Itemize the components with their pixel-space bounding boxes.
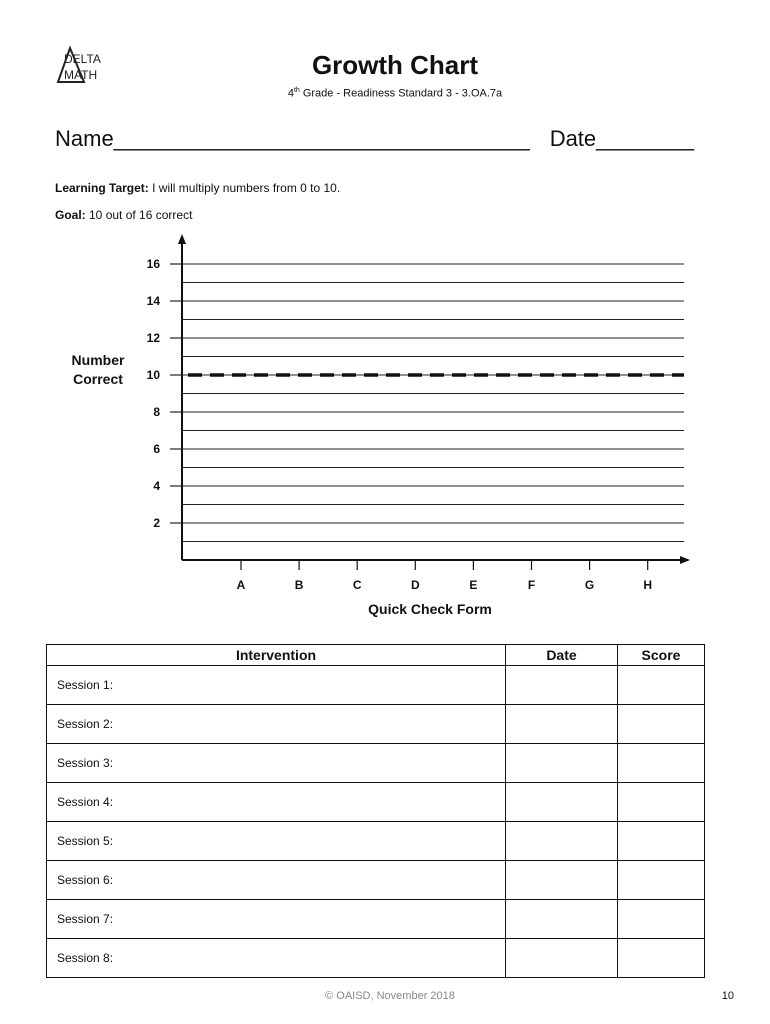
x-tick-label: E (469, 578, 478, 592)
svg-text:MATH: MATH (64, 68, 98, 82)
session-label: Session 5: (47, 822, 506, 861)
x-tick-label: D (410, 578, 420, 592)
name-field: Name__________________________________ (55, 126, 530, 151)
page-number: 10 (721, 990, 734, 1002)
y-tick-label: 6 (153, 442, 160, 456)
y-tick-label: 4 (153, 479, 160, 493)
x-tick-label: B (294, 578, 304, 592)
score-cell[interactable] (618, 861, 705, 900)
y-axis-arrow (178, 234, 186, 244)
session-label: Session 1: (47, 666, 506, 705)
x-tick-label: G (584, 578, 595, 592)
y-tick-label: 16 (146, 257, 160, 271)
score-cell[interactable] (618, 822, 705, 861)
learning-target: Learning Target: I will multiply numbers from 0 to 10. (55, 181, 341, 195)
goal: Goal: 10 out of 16 correct (55, 208, 193, 222)
table-row (47, 861, 705, 900)
x-axis-label: Quick Check Form (368, 601, 492, 617)
x-tick-label: F (527, 578, 536, 592)
date-field: Date________ (549, 126, 695, 151)
x-tick-label: C (352, 578, 362, 592)
table-header-row (47, 645, 705, 666)
x-axis-arrow (680, 556, 690, 564)
y-axis-label: Number Correct (71, 352, 125, 387)
table-row (47, 705, 705, 744)
header-score: Score (618, 645, 705, 666)
date-cell[interactable] (506, 939, 618, 978)
y-tick-label: 10 (146, 368, 160, 382)
date-cell[interactable] (506, 705, 618, 744)
score-cell[interactable] (618, 705, 705, 744)
header-intervention: Intervention (47, 645, 506, 666)
page-title: Growth Chart (311, 50, 479, 80)
table-row (47, 744, 705, 783)
date-cell[interactable] (506, 900, 618, 939)
footer-copyright: © OAISD, November 2018 (325, 990, 455, 1002)
score-cell[interactable] (618, 939, 705, 978)
intervention-table (46, 644, 705, 978)
session-label: Session 4: (47, 783, 506, 822)
date-cell[interactable] (506, 783, 618, 822)
score-cell[interactable] (618, 744, 705, 783)
table-row (47, 939, 705, 978)
y-tick-label: 12 (146, 331, 160, 345)
x-tick-label: A (236, 578, 246, 592)
session-label: Session 3: (47, 744, 506, 783)
svg-text:DELTA: DELTA (64, 52, 101, 66)
date-cell[interactable] (506, 744, 618, 783)
y-tick-label: 8 (153, 405, 160, 419)
x-tick-label: H (643, 578, 653, 592)
session-label: Session 7: (47, 900, 506, 939)
score-cell[interactable] (618, 666, 705, 705)
header-date: Date (506, 645, 618, 666)
session-label: Session 8: (47, 939, 506, 978)
session-label: Session 6: (47, 861, 506, 900)
page-subtitle: 4th Grade - Readiness Standard 3 - 3.OA.7a (287, 87, 503, 100)
date-cell[interactable] (506, 861, 618, 900)
table-row (47, 822, 705, 861)
table-row (47, 666, 705, 705)
score-cell[interactable] (618, 900, 705, 939)
y-tick-label: 14 (146, 294, 160, 308)
table-row (47, 900, 705, 939)
date-cell[interactable] (506, 822, 618, 861)
score-cell[interactable] (618, 783, 705, 822)
date-cell[interactable] (506, 666, 618, 705)
table-row (47, 783, 705, 822)
y-tick-label: 2 (153, 516, 160, 530)
session-label: Session 2: (47, 705, 506, 744)
